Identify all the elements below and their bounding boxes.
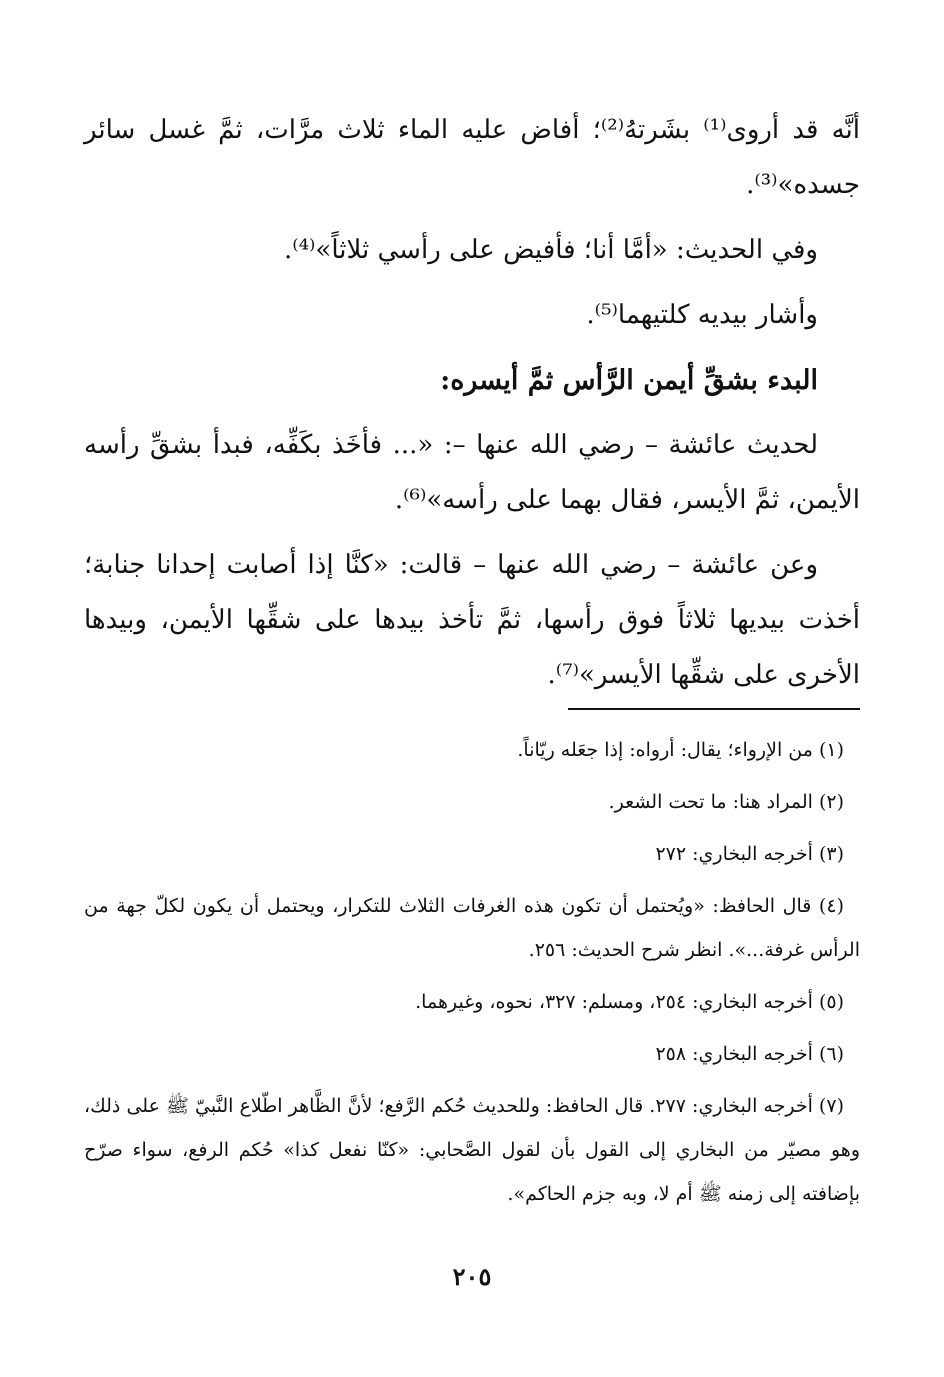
- main-text: [84, 103, 860, 713]
- paragraph-2: وفي الحديث: «أمَّا أنا؛ فأفيض على رأسي ثلاثاً»⁽⁴⁾.: [283, 235, 818, 265]
- footnote-2: (٢) المراد هنا: ما تحت الشعر.: [608, 791, 844, 813]
- footnote-5: (٥) أخرجه البخاري: ٢٥٤، ومسلم: ٣٢٧، نحوه، وغيرهما.: [415, 991, 844, 1013]
- footnote-7: (٧) أخرجه البخاري: ٢٧٧. قال الحافظ: وللحديث حُكم الرَّفع؛ لأنَّ الظَّاهر اطّلاع النَّبيّ ﷺ على ذلك، وهو مصيّر من البخاري إلى القول بأن لقول الصَّحابي: «كنّا نفعل كذا» حُكم الرفع، سواء صرّح بإضافته إلى زمنه ﷺ أم لا، وبه جزم الحاكم».: [84, 1095, 860, 1205]
- section-heading: البدء بشقِّ أيمن الرَّأس ثمَّ أيسره:: [440, 365, 818, 396]
- footnotes: [84, 728, 860, 1224]
- footnote-6: (٦) أخرجه البخاري: ٢٥٨: [655, 1043, 844, 1065]
- footnote-4: (٤) قال الحافظ: «ويُحتمل أن تكون هذه الغرفات الثلاث للتكرار، ويحتمل أن يكون لكلّ جهة من الرأس غرفة...». انظر شرح الحديث: ٢٥٦.: [84, 895, 860, 961]
- page-number: ٢٠٥: [452, 1262, 492, 1291]
- paragraph-1: أنَّه قد أروى⁽¹⁾ بشَرتهُ⁽²⁾؛ أفاض عليه الماء ثلاث مرَّات، ثمَّ غسل سائر جسده»⁽³⁾.: [84, 115, 860, 200]
- paragraph-4: لحديث عائشة – رضي الله عنها –: «... فأخَذ بكَفِّه، فبدأ بشقِّ رأسه الأيمن، ثمَّ الأيسر، فقال بهما على رأسه»⁽⁶⁾.: [84, 430, 860, 515]
- footnote-divider: [568, 708, 860, 710]
- footnote-3: (٣) أخرجه البخاري: ٢٧٢: [655, 843, 844, 865]
- footnote-1: (١) من الإرواء؛ يقال: أرواه: إذا جعَله ريّاناً.: [517, 739, 844, 761]
- paragraph-5: وعن عائشة – رضي الله عنها – قالت: «كنَّا إذا أصابت إحدانا جنابة؛ أخذت بيديها ثلاثاً فوق رأسها، ثمَّ تأخذ بيدها على شقِّها الأيمن، وبيدها الأخرى على شقِّها الأيسر»⁽⁷⁾.: [84, 550, 860, 690]
- paragraph-3: وأشار بيديه كلتيهما⁽⁵⁾.: [586, 300, 818, 330]
